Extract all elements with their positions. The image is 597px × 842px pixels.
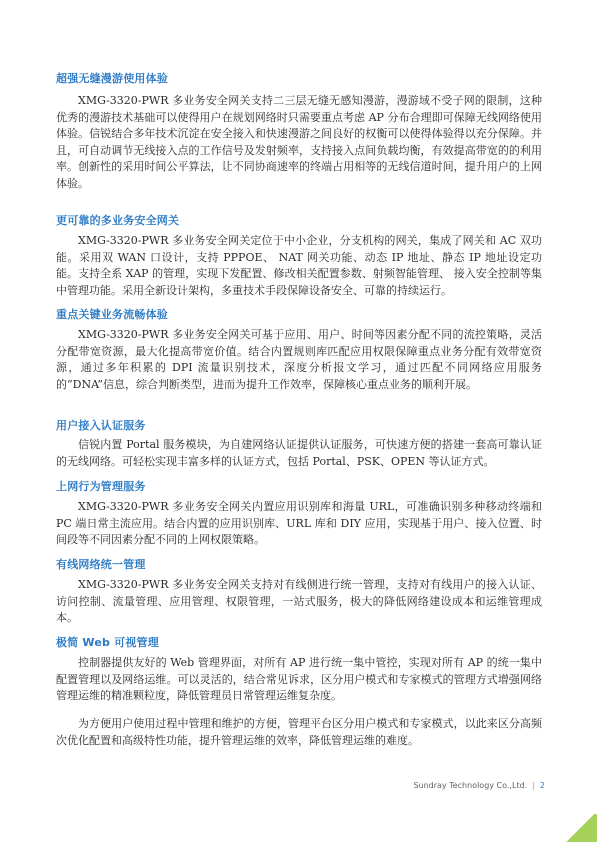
section-title-user-auth: 用户接入认证服务 xyxy=(56,419,146,432)
paragraph-user-auth: 信锐内置 Portal 服务模块，为自建网络认证提供认证服务，可快速方便的搭建一套高可靠认证的无线网络。可轻松实现丰富多样的认证方式，包括 Portal、PSK、OPEN 等认证方式。 xyxy=(56,438,542,468)
corner-decoration xyxy=(563,814,597,842)
section-title-web-management: 极简 Web 可视管理 xyxy=(56,636,159,649)
section-title-seamless-roaming: 超强无缝漫游使用体验 xyxy=(56,72,168,85)
footer-company: Sundray Technology Co.,Ltd. xyxy=(413,781,528,790)
section-title-behavior-management: 上网行为管理服务 xyxy=(56,480,146,493)
page-number: 2 xyxy=(539,781,545,790)
paragraph-reliable-gateway: XMG-3320-PWR 多业务安全网关定位于中小企业，分支机构的网关，集成了网关和 AC 双功能。采用双 WAN 口设计，支持 PPPOE、 NAT 网关功能、动态 IP 地址、静态 IP 地址设定功能。支持全系 XAP 的管理，实现下发配置、修改相关配置参数、射频智能管理、 接入安全控制等集中管理功能。采用全新设计架构，多重技术手段保障设备安全、可靠的持续运行。 xyxy=(56,234,542,297)
section-title-reliable-gateway: 更可靠的多业务安全网关 xyxy=(56,214,180,227)
paragraph-seamless-roaming: XMG-3320-PWR 多业务安全网关支持二三层无缝无感知漫游，漫游域不受子网的限制，这种优秀的漫游技术基础可以使得用户在规划网络时只需要重点考虑 AP 分布合理即可保障无线网络使用体验。信锐结合多年技术沉淀在安全接入和快速漫游之间良好的权衡可以使得体验得以充分保障。并且，可自动调节无线接入点的工作信号及发射频率，支持接入点间负载均衡，有效提高带宽的的利用率。创新性的采用时间公平算法，让不同协商速率的终端占用相等的无线信道时间，提升用户的上网体验。 xyxy=(56,94,542,190)
paragraph-behavior-management: XMG-3320-PWR 多业务安全网关内置应用识别库和海量 URL，可准确识别多种移动终端和 PC 端日常主流应用。结合内置的应用识别库、URL 库和 DIY 应用，实现基于用户、接入位置、时间段等不同因素分配不同的上网权限策略。 xyxy=(56,500,542,546)
section-title-wired-management: 有线网络统一管理 xyxy=(56,558,146,571)
paragraph-wired-management: XMG-3320-PWR 多业务安全网关支持对有线侧进行统一管理，支持对有线用户的接入认证、访问控制、流量管理、应用管理、权限管理，一站式服务，极大的降低网络建设成本和运维管理成本。 xyxy=(56,578,542,624)
footer-separator: | xyxy=(532,781,535,790)
paragraph-web-management: 控制器提供友好的 Web 管理界面，对所有 AP 进行统一集中管控，实现对所有 AP 的统一集中配置管理以及网络运维。可以灵活的，结合常见诉求，区分用户模式和专家模式的管理方式增强网络管理运维的精准颗粒度，降低管理员日常管理运维复杂度。 xyxy=(56,656,542,702)
paragraph-web-management-2: 为方便用户使用过程中管理和维护的方便，管理平台区分用户模式和专家模式，以此来区分高频次优化配置和高级特性功能，提升管理运维的效率，降低管理运维的难度。 xyxy=(56,717,542,747)
page-footer xyxy=(413,781,545,790)
section-title-key-business: 重点关键业务流畅体验 xyxy=(56,308,168,321)
paragraph-key-business: XMG-3320-PWR 多业务安全网关可基于应用、用户、时间等因素分配不同的流控策略，灵活分配带宽资源，最大化提高带宽价值。结合内置规则库匹配应用权限保障重点业务分配有效带宽资源，通过多年积累的 DPI 流量识别技术，深度分析报文学习，通过匹配不同网络应用服务的“DNA”信息，综合判断类型，进而为提升工作效率，保障核心重点业务的顺利开展。 xyxy=(56,328,542,391)
